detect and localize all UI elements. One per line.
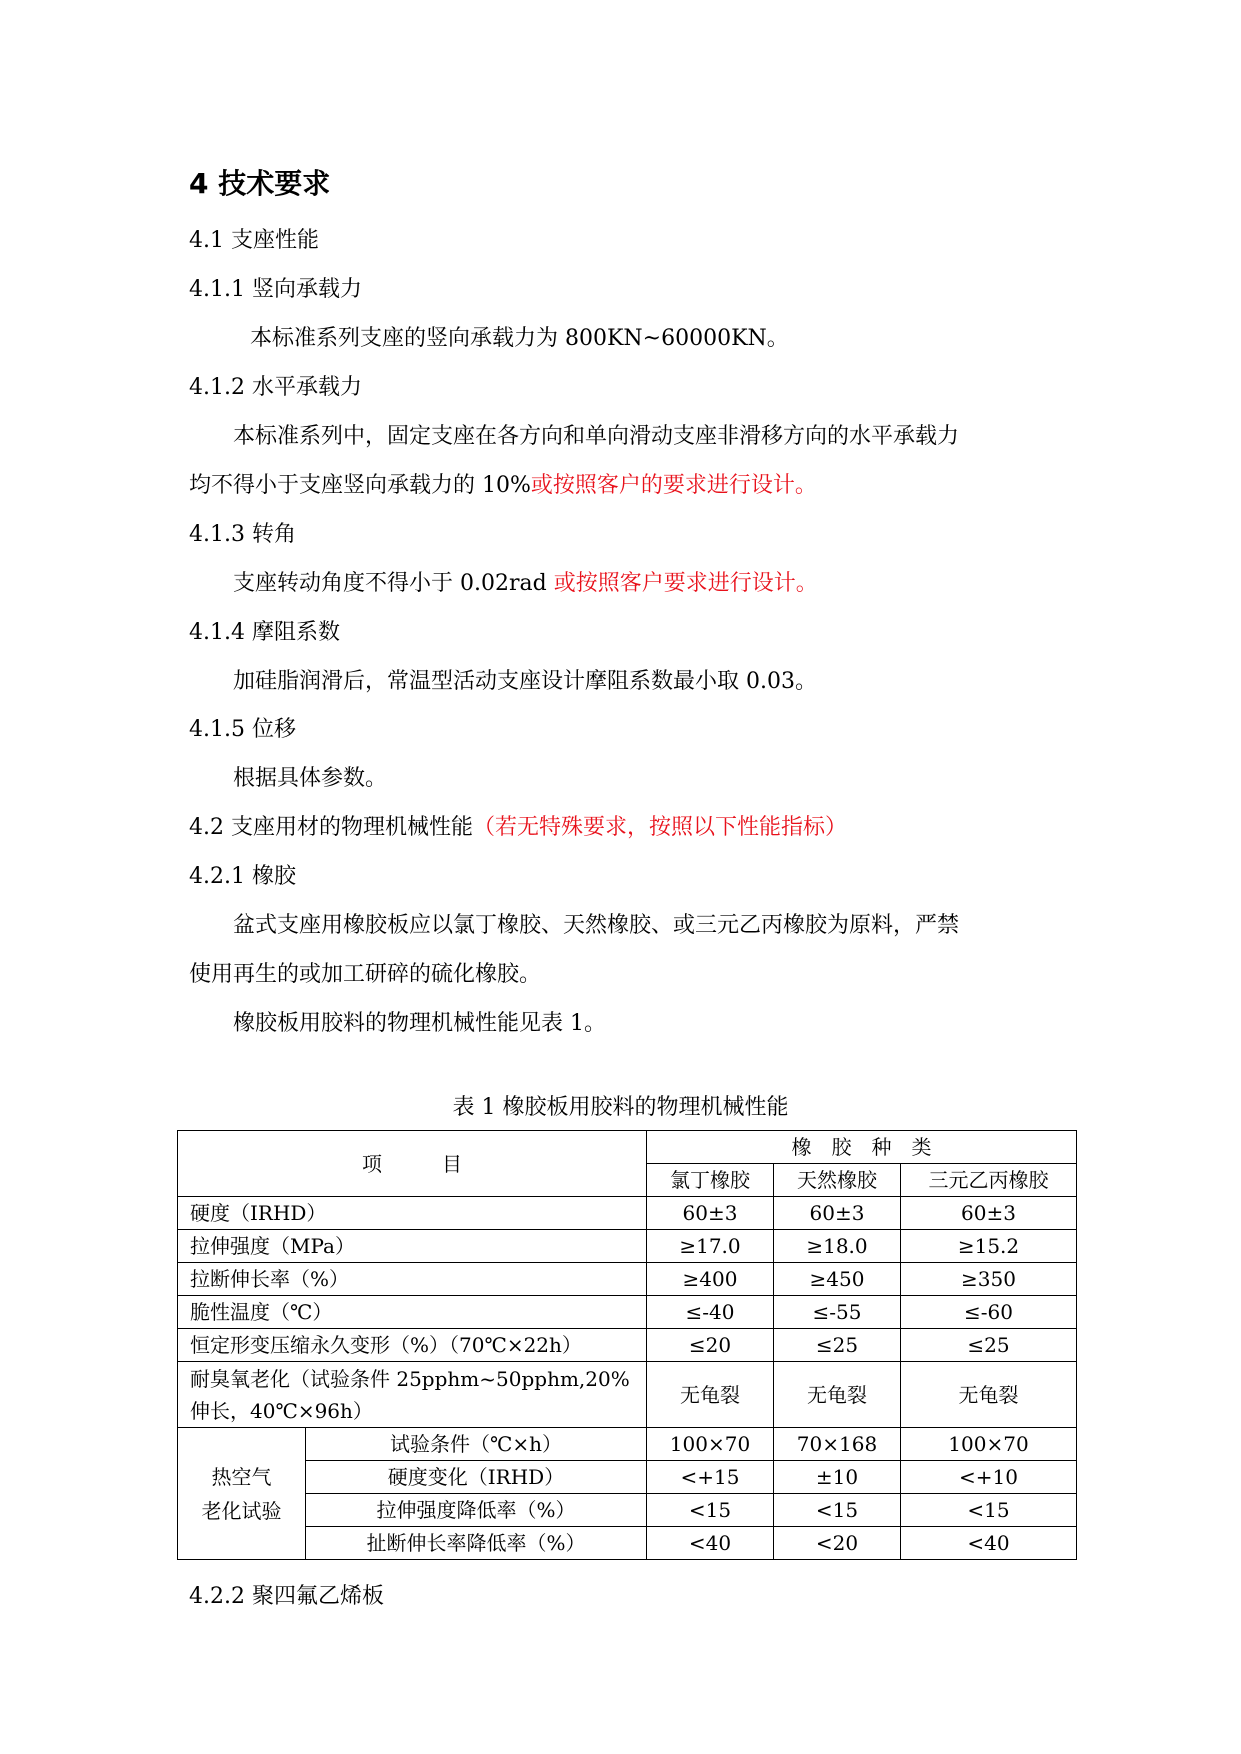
- table-row: [178, 1494, 1077, 1527]
- cell: <15: [647, 1494, 774, 1527]
- header-col-1: 氯丁橡胶: [647, 1164, 774, 1197]
- paragraph-4-1-2-line1: 本标准系列中，固定支座在各方向和单向滑动支座非滑移方向的水平承载力: [233, 424, 960, 449]
- section-4-1: 4.1 支座性能: [189, 228, 319, 253]
- table-header-row: [178, 1131, 1077, 1164]
- cell: ≤20: [647, 1329, 774, 1362]
- cell: ≤25: [774, 1329, 901, 1362]
- paragraph-4-1-1: 本标准系列支座的竖向承载力为 800KN~60000KN。: [250, 326, 789, 351]
- header-rubber-type: 橡 胶 种 类: [647, 1131, 1077, 1164]
- table-row: [178, 1428, 1077, 1461]
- row-label: 硬度（IRHD）: [178, 1197, 647, 1230]
- paragraph-4-1-3: [233, 570, 818, 598]
- table-row: [178, 1263, 1077, 1296]
- cell: 100×70: [647, 1428, 774, 1461]
- aging-label-line2: 老化试验: [201, 1498, 282, 1523]
- cell: ≥350: [901, 1263, 1077, 1296]
- cell: 无龟裂: [647, 1362, 774, 1428]
- paragraph-4-2-1-line1: 盆式支座用橡胶板应以氯丁橡胶、天然橡胶、或三元乙丙橡胶为原料，严禁: [233, 913, 960, 938]
- row-label: 拉断伸长率（%）: [178, 1263, 647, 1296]
- aging-label-line1: 热空气: [211, 1464, 272, 1489]
- paragraph-4-2-1-line3: 橡胶板用胶料的物理机械性能见表 1。: [233, 1011, 606, 1036]
- cell: 100×70: [901, 1428, 1077, 1461]
- table-row: [178, 1296, 1077, 1329]
- cell: <20: [774, 1527, 901, 1560]
- paragraph-4-1-2-line2: [189, 472, 817, 500]
- table-row: [178, 1197, 1077, 1230]
- row-label: 试验条件（℃×h）: [306, 1428, 647, 1461]
- rubber-properties-table: [177, 1130, 1077, 1560]
- cell: <40: [647, 1527, 774, 1560]
- row-label: 恒定形变压缩永久变形（%）（70℃×22h）: [178, 1329, 647, 1362]
- cell: ±10: [774, 1461, 901, 1494]
- row-label: [178, 1362, 647, 1428]
- cell: 无龟裂: [774, 1362, 901, 1428]
- cell: 无龟裂: [901, 1362, 1077, 1428]
- section-heading: 4 技术要求: [189, 167, 331, 200]
- cell: <40: [901, 1527, 1077, 1560]
- row-label-line1: 耐臭氧老化（试验条件 25pphm~50pphm,20%: [190, 1366, 630, 1391]
- section-4-1-4: 4.1.4 摩阻系数: [189, 620, 340, 645]
- row-label: 扯断伸长率降低率（%）: [306, 1527, 647, 1560]
- cell: <15: [901, 1494, 1077, 1527]
- cell: ≥400: [647, 1263, 774, 1296]
- section-text: 4.2 支座用材的物理机械性能: [189, 815, 473, 840]
- section-4-1-3: 4.1.3 转角: [189, 522, 296, 547]
- cell: ≥450: [774, 1263, 901, 1296]
- paragraph-4-1-4: 加硅脂润滑后，常温型活动支座设计摩阻系数最小取 0.03。: [233, 669, 817, 694]
- highlight-text: （若无特殊要求，按照以下性能指标）: [472, 815, 847, 840]
- cell: ≤-60: [901, 1296, 1077, 1329]
- row-label: 脆性温度（℃）: [178, 1296, 647, 1329]
- table-row: [178, 1329, 1077, 1362]
- cell: <15: [774, 1494, 901, 1527]
- cell: <+15: [647, 1461, 774, 1494]
- cell: 60±3: [901, 1197, 1077, 1230]
- paragraph-text: 均不得小于支座竖向承载力的 10%: [189, 473, 531, 498]
- table-row: [178, 1527, 1077, 1560]
- header-col-3: 三元乙丙橡胶: [901, 1164, 1077, 1197]
- cell: 60±3: [647, 1197, 774, 1230]
- table-caption: 表 1 橡胶板用胶料的物理机械性能: [452, 1095, 789, 1120]
- paragraph-4-2-1-line2: 使用再生的或加工研碎的硫化橡胶。: [189, 962, 542, 987]
- cell: 60±3: [774, 1197, 901, 1230]
- cell: ≥18.0: [774, 1230, 901, 1263]
- header-item: 项 目: [178, 1131, 647, 1197]
- paragraph-4-1-5: 根据具体参数。: [233, 766, 388, 791]
- cell: ≤-40: [647, 1296, 774, 1329]
- cell: ≤25: [901, 1329, 1077, 1362]
- table-row: [178, 1461, 1077, 1494]
- section-4-1-5: 4.1.5 位移: [189, 717, 296, 742]
- table-row: [178, 1230, 1077, 1263]
- cell: ≥17.0: [647, 1230, 774, 1263]
- section-4-1-2: 4.1.2 水平承载力: [189, 375, 362, 400]
- row-label: 拉伸强度降低率（%）: [306, 1494, 647, 1527]
- section-4-2-1: 4.2.1 橡胶: [189, 864, 296, 889]
- table-row: [178, 1362, 1077, 1428]
- section-4-2: [189, 814, 847, 842]
- highlight-text: 或按照客户的要求进行设计。: [530, 473, 817, 498]
- aging-group-label: [178, 1428, 306, 1560]
- row-label: 硬度变化（IRHD）: [306, 1461, 647, 1494]
- paragraph-text: 支座转动角度不得小于 0.02rad: [233, 571, 554, 596]
- cell: ≥15.2: [901, 1230, 1077, 1263]
- cell: 70×168: [774, 1428, 901, 1461]
- cell: ≤-55: [774, 1296, 901, 1329]
- section-4-2-2: 4.2.2 聚四氟乙烯板: [189, 1584, 384, 1609]
- header-col-2: 天然橡胶: [774, 1164, 901, 1197]
- row-label: 拉伸强度（MPa）: [178, 1230, 647, 1263]
- highlight-text: 或按照客户要求进行设计。: [553, 571, 818, 596]
- row-label-line2: 伸长，40℃×96h）: [190, 1398, 373, 1423]
- cell: <+10: [901, 1461, 1077, 1494]
- section-4-1-1: 4.1.1 竖向承载力: [189, 277, 362, 302]
